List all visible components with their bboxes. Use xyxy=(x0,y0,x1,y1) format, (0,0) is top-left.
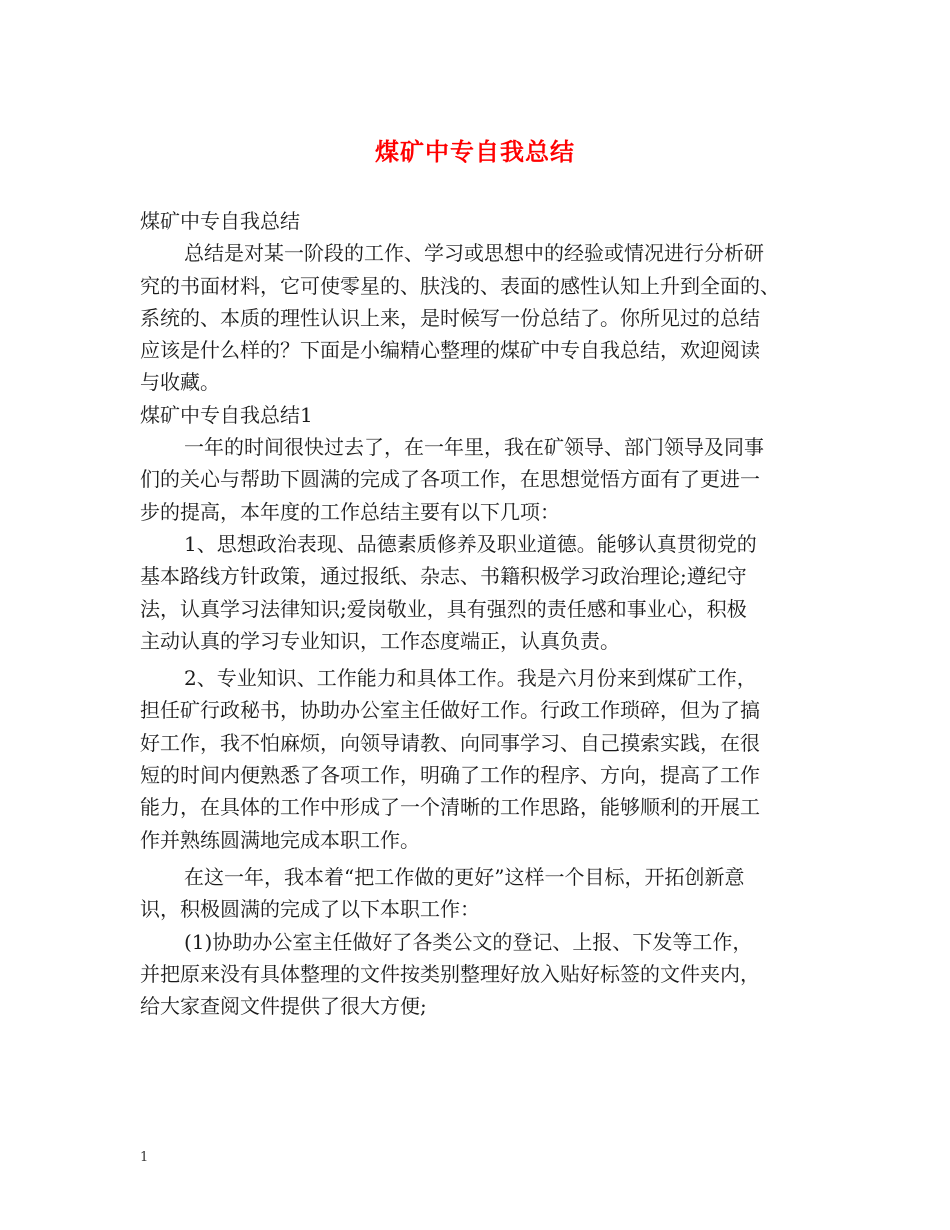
paragraph-line: (1)协助办公室主任做好了各类公文的登记、上报、下发等工作， xyxy=(184,929,753,954)
page-number: 1 xyxy=(140,1150,149,1165)
paragraph-line: 并把原来没有具体整理的文件按类别整理好放入贴好标签的文件夹内， xyxy=(140,961,760,986)
section-heading: 煤矿中专自我总结 xyxy=(140,209,300,233)
paragraph-line: 与收藏。 xyxy=(140,370,220,395)
paragraph-line: 作并熟练圆满地完成本职工作。 xyxy=(140,827,420,852)
paragraph-line: 2、专业知识、工作能力和具体工作。我是六月份来到煤矿工作， xyxy=(184,666,757,691)
paragraph-line: 应该是什么样的？下面是小编精心整理的煤矿中专自我总结，欢迎阅读 xyxy=(140,338,760,363)
paragraph-line: 基本路线方针政策，通过报纸、杂志、书籍积极学习政治理论;遵纪守 xyxy=(140,564,747,589)
paragraph-line: 究的书面材料，它可使零星的、肤浅的、表面的感性认知上升到全面的、 xyxy=(140,273,780,298)
paragraph-line: 总结是对某一阶段的工作、学习或思想中的经验或情况进行分析研 xyxy=(184,241,764,266)
section-heading: 煤矿中专自我总结1 xyxy=(140,402,313,427)
document-body xyxy=(140,205,815,1022)
paragraph-line: 一年的时间很快过去了，在一年里，我在矿领导、部门领导及同事 xyxy=(184,435,764,460)
paragraph-line: 1、思想政治表现、品德素质修养及职业道德。能够认真贯彻党的 xyxy=(184,531,757,556)
paragraph-line: 能力，在具体的工作中形成了一个清晰的工作思路，能够顺利的开展工 xyxy=(140,795,760,820)
paragraph-line: 在这一年，我本着“把工作做的更好”这样一个目标，开拓创新意 xyxy=(184,864,745,889)
paragraph-line: 好工作，我不怕麻烦，向领导请教、向同事学习、自己摸索实践，在很 xyxy=(140,730,760,755)
paragraph-line: 短的时间内便熟悉了各项工作，明确了工作的程序、方向，提高了工作 xyxy=(140,763,760,788)
paragraph-line: 系统的、本质的理性认识上来，是时候写一份总结了。你所见过的总结 xyxy=(140,305,760,330)
paragraph-line: 法，认真学习法律知识;爱岗敬业，具有强烈的责任感和事业心，积极 xyxy=(140,596,747,621)
document-title: 煤矿中专自我总结 xyxy=(375,137,575,166)
paragraph-line: 给大家查阅文件提供了很大方便; xyxy=(140,994,427,1019)
paragraph-line: 们的关心与帮助下圆满的完成了各项工作，在思想觉悟方面有了更进一 xyxy=(140,467,760,492)
paragraph-line: 主动认真的学习专业知识，工作态度端正，认真负责。 xyxy=(140,628,620,653)
paragraph-line: 担任矿行政秘书，协助办公室主任做好工作。行政工作琐碎，但为了搞 xyxy=(140,698,760,723)
paragraph-line: 步的提高，本年度的工作总结主要有以下几项： xyxy=(140,499,560,524)
paragraph-line: 识，积极圆满的完成了以下本职工作： xyxy=(140,897,480,922)
